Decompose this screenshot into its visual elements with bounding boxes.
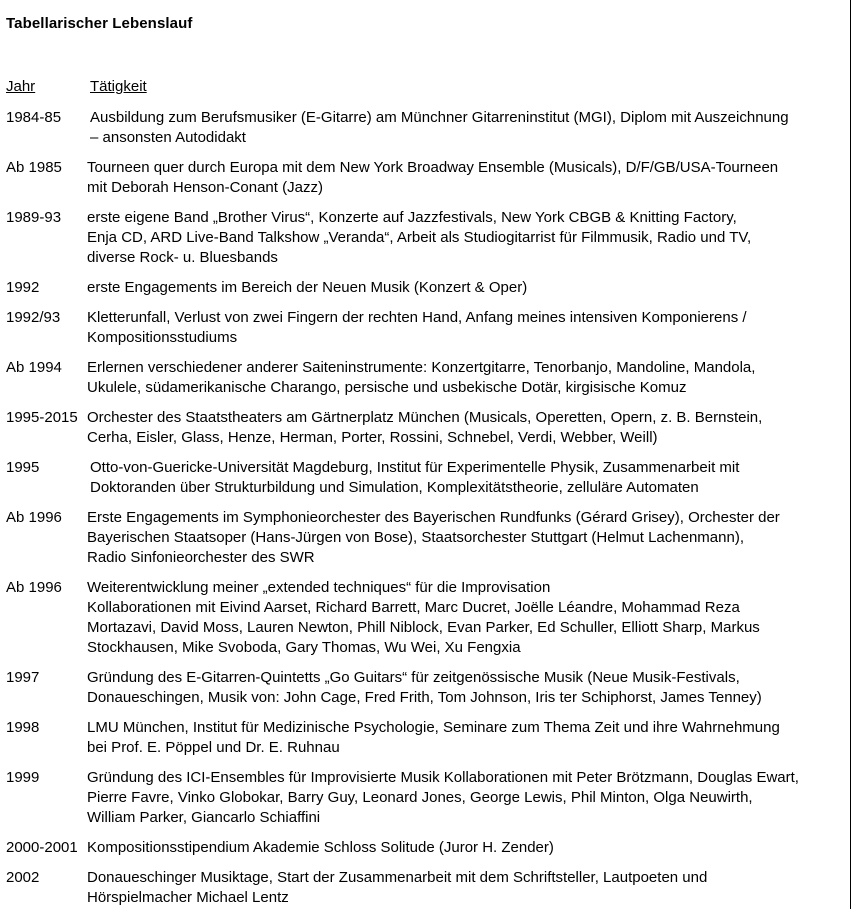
- entry-year: Ab 1985: [6, 159, 62, 176]
- cv-entry: [6, 158, 844, 198]
- entry-year: Ab 1996: [6, 579, 62, 596]
- entry-year: 1995: [6, 459, 40, 476]
- cv-entry: [6, 408, 844, 448]
- entry-text: Orchester des Staatstheaters am Gärtnerplatz München (Musicals, Operetten, Opern, z. B. Bernstein, Cerha, Eisler, Glass, Henze, Herman, Porter, Rossini, Schnebel, Verdi, Webber, Weill): [87, 409, 763, 446]
- cv-entry: [6, 308, 844, 348]
- cv-entry: [6, 718, 844, 758]
- entry-year: Ab 1996: [6, 509, 62, 526]
- cv-entry: [6, 768, 844, 828]
- entry-year: 1984-85: [6, 109, 62, 126]
- cv-entry: [6, 868, 844, 908]
- header-activity: Tätigkeit: [90, 78, 147, 95]
- cv-entry: [6, 838, 844, 858]
- entry-text: Otto-von-Guericke-Universität Magdeburg, Institut für Experimentelle Physik, Zusammenarbeit mit Doktoranden über Strukturbildung und Simulation, Komplexitätstheorie, zelluläre Automaten: [90, 459, 740, 496]
- entry-text: Kompositionsstipendium Akademie Schloss Solitude (Juror H. Zender): [87, 839, 554, 856]
- entry-year: 1997: [6, 669, 40, 686]
- cv-entry: [6, 458, 844, 498]
- entry-text: erste eigene Band „Brother Virus“, Konzerte auf Jazzfestivals, New York CBGB & Knitting Factory, Enja CD, ARD Live-Band Talkshow „Veranda“, Arbeit als Studiogitarrist für Filmmusik, Radio und TV, diverse Rock- u. Bluesbands: [87, 209, 752, 266]
- entry-text: Ausbildung zum Berufsmusiker (E-Gitarre) am Münchner Gitarreninstitut (MGI), Diplom mit Auszeichnung – ansonsten Autodidakt: [90, 109, 789, 146]
- entry-year: 1992: [6, 279, 40, 296]
- cv-entry: [6, 208, 844, 268]
- entry-text: Weiterentwicklung meiner „extended techniques“ für die Improvisation Kollaborationen mit Eivind Aarset, Richard Barrett, Marc Ducret, Joëlle Léandre, Mohammad Reza Mortazavi, David Moss, Lauren Newton, Phill Niblock, Evan Parker, Ed Schuller, Elliott Sharp, Markus Stockhausen, Mike Svoboda, Gary Thomas, Wu Wei, Xu Fengxia: [87, 579, 760, 656]
- header-year: Jahr: [6, 78, 36, 95]
- entry-text: LMU München, Institut für Medizinische Psychologie, Seminare zum Thema Zeit und ihre Wahrnehmung bei Prof. E. Pöppel und Dr. E. Ruhnau: [87, 719, 780, 756]
- entry-text: Erlernen verschiedener anderer Saiteninstrumente: Konzertgitarre, Tenorbanjo, Mandoline, Mandola, Ukulele, südamerikanische Charango, persische und usbekische Dotär, kirgisische Komuz: [87, 359, 756, 396]
- entry-year: 2000-2001: [6, 839, 78, 856]
- cv-entry: [6, 578, 844, 658]
- cv-entry: [6, 508, 844, 568]
- entry-text: Gründung des ICI-Ensembles für Improvisierte Musik Kollaborationen mit Peter Brötzmann, Douglas Ewart, Pierre Favre, Vinko Globokar, Barry Guy, Leonard Jones, George Lewis, Phil Minton, Olga Neuwirth, William Parker, Giancarlo Schiaffini: [87, 769, 799, 826]
- cv-entry: [6, 668, 844, 708]
- entry-year: Ab 1994: [6, 359, 62, 376]
- entry-year: 2002: [6, 869, 40, 886]
- entry-year: 1989-93: [6, 209, 62, 226]
- page-edge-rule: [850, 0, 851, 909]
- entry-text: erste Engagements im Bereich der Neuen Musik (Konzert & Oper): [87, 279, 528, 296]
- cv-entry: [6, 278, 844, 298]
- entry-text: Donaueschinger Musiktage, Start der Zusammenarbeit mit dem Schriftsteller, Lautpoeten und Hörspielmacher Michael Lentz: [87, 869, 708, 906]
- cv-entries: [6, 108, 844, 918]
- cv-entry: [6, 358, 844, 398]
- entry-text: Erste Engagements im Symphonieorchester des Bayerischen Rundfunks (Gérard Grisey), Orchester der Bayerischen Staatsoper (Hans-Jürgen von Bose), Staatsorchester Stuttgart (Helmut Lachenmann), Radio Sinfonieorchester des SWR: [87, 509, 780, 566]
- document-title: Tabellarischer Lebenslauf: [6, 15, 193, 32]
- entry-year: 1992/93: [6, 309, 61, 326]
- entry-text: Tourneen quer durch Europa mit dem New York Broadway Ensemble (Musicals), D/F/GB/USA-Tourneen mit Deborah Henson-Conant (Jazz): [87, 159, 779, 196]
- entry-year: 1999: [6, 769, 40, 786]
- entry-text: Gründung des E-Gitarren-Quintetts „Go Guitars“ für zeitgenössische Musik (Neue Musik-Festivals, Donaueschingen, Musik von: John Cage, Fred Frith, Tom Johnson, Iris ter Schiphorst, James Tenney): [87, 669, 762, 706]
- cv-entry: [6, 108, 844, 148]
- entry-year: 1998: [6, 719, 40, 736]
- entry-year: 1995-2015: [6, 409, 78, 426]
- entry-text: Kletterunfall, Verlust von zwei Fingern der rechten Hand, Anfang meines intensiven Komponierens / Kompositionsstudiums: [87, 309, 747, 346]
